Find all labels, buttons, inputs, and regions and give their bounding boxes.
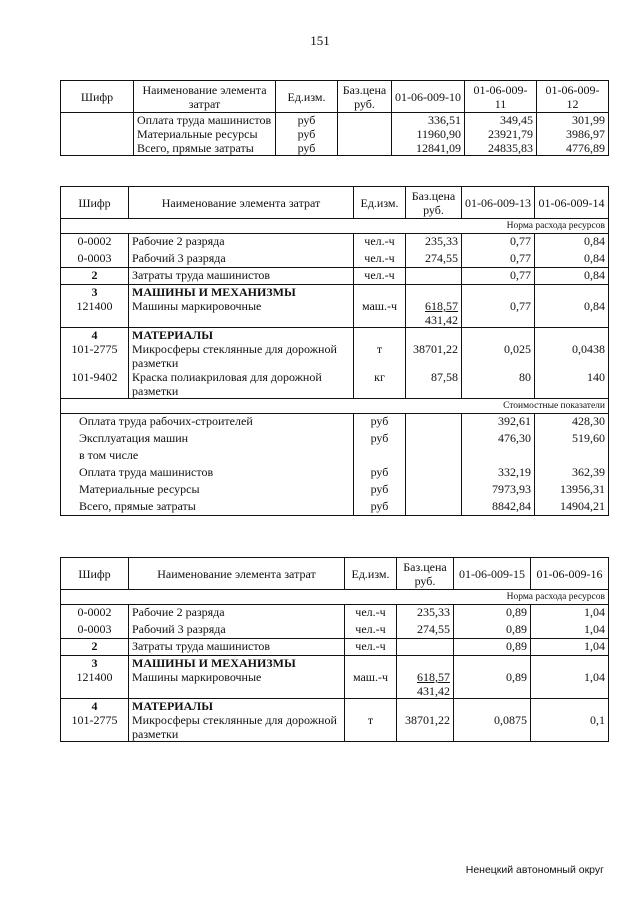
section-norm-row <box>61 219 609 234</box>
table-cell: кг <box>354 370 406 399</box>
table-cell: 87,58 <box>406 370 462 399</box>
table-cell: 4776,89 <box>537 141 609 156</box>
table-cell: 101-9402 <box>61 370 129 399</box>
table-cell <box>462 285 535 300</box>
section-heading-row <box>61 699 609 714</box>
table-cell: 0,89 <box>454 639 531 656</box>
table-cell: 1,04 <box>531 622 609 639</box>
table-cell <box>61 127 134 141</box>
table-cell: 0-0003 <box>61 622 129 639</box>
table-row <box>61 639 609 656</box>
table-cell: Материальные ресурсы <box>134 127 276 141</box>
table-cell: 0,89 <box>454 670 531 699</box>
table-cell <box>531 699 609 714</box>
table-cell: 140 <box>535 370 609 399</box>
table-row <box>61 482 609 499</box>
table-cell: 13956,31 <box>535 482 609 499</box>
table-cell: 24835,83 <box>465 141 537 156</box>
section-heading-row <box>61 656 609 671</box>
table-cell <box>406 414 462 431</box>
col-header-code-12: 01-06-009-12 <box>537 81 609 113</box>
table-cell: т <box>345 713 397 742</box>
base-price-value: 618,57 <box>425 299 458 313</box>
table-cell: 121400 <box>61 670 129 699</box>
table-cell: т <box>354 342 406 370</box>
table-row <box>61 234 609 251</box>
table-cell: руб <box>354 431 406 448</box>
table-cell: 0,77 <box>462 299 535 328</box>
table-row <box>61 127 609 141</box>
table-cell: маш.-ч <box>354 299 406 328</box>
table-row <box>61 342 609 370</box>
col-header-base-price: Баз.цена руб. <box>397 558 454 590</box>
table-cell: Эксплуатация машин <box>61 431 354 448</box>
table-cell: 301,99 <box>537 113 609 128</box>
table-cell: Материальные ресурсы <box>61 482 354 499</box>
col-header-code: Шифр <box>61 81 134 113</box>
table-cell: 0,1 <box>531 713 609 742</box>
table-cell: Рабочий 3 разряда <box>129 622 345 639</box>
table-cell <box>535 448 609 465</box>
table-cell: чел.-ч <box>345 639 397 656</box>
table-cell: 519,60 <box>535 431 609 448</box>
base-price-value: 431,42 <box>425 313 458 327</box>
table-row <box>61 251 609 268</box>
table-cell: 0,84 <box>535 299 609 328</box>
table-cell: Затраты труда машинистов <box>129 639 345 656</box>
table-cell <box>406 285 462 300</box>
section-heading-row <box>61 285 609 300</box>
table-cell: руб <box>354 465 406 482</box>
table-row <box>61 605 609 622</box>
section-norm-label: Норма расхода ресурсов <box>454 590 609 605</box>
table-cell: 0,89 <box>454 605 531 622</box>
table-cell <box>406 328 462 343</box>
col-header-code-16: 01-06-009-16 <box>531 558 609 590</box>
table-cell: чел.-ч <box>354 251 406 268</box>
table-cell: 0,84 <box>535 268 609 285</box>
table-cell: Рабочий 3 разряда <box>129 251 354 268</box>
page-number: 151 <box>310 33 330 48</box>
col-header-code-10: 01-06-009-10 <box>392 81 465 113</box>
table-row <box>61 268 609 285</box>
table-row <box>61 141 609 156</box>
section-heading-row <box>61 328 609 343</box>
table-header-row <box>61 81 609 113</box>
table-cell: 121400 <box>61 299 129 328</box>
table-cell: Краска полиакриловая для дорожной разметки <box>129 370 354 399</box>
table-cell: 101-2775 <box>61 713 129 742</box>
table-row <box>61 113 609 128</box>
table-cell: Рабочие 2 разряда <box>129 234 354 251</box>
table-cell: чел.-ч <box>345 605 397 622</box>
table-cell <box>531 656 609 671</box>
table-cell: 0-0002 <box>61 605 129 622</box>
table-cell: 235,33 <box>406 234 462 251</box>
table-cell: 3986,97 <box>537 127 609 141</box>
table-cell <box>397 670 454 699</box>
base-price-value: 431,42 <box>417 684 450 698</box>
table-cell: 0,77 <box>462 268 535 285</box>
col-header-base-price: Баз.цена руб. <box>338 81 392 113</box>
table-cell: 1,04 <box>531 605 609 622</box>
table-cell <box>338 127 392 141</box>
table-cell: 0,77 <box>462 251 535 268</box>
table-cell: в том числе <box>61 448 354 465</box>
table-row <box>61 465 609 482</box>
table-cell: руб <box>276 127 338 141</box>
table-cell: Всего, прямые затраты <box>134 141 276 156</box>
table-cell: 4 <box>61 328 129 343</box>
table-cell <box>338 141 392 156</box>
table-cell: маш.-ч <box>345 670 397 699</box>
table-row <box>61 622 609 639</box>
table-cell <box>354 328 406 343</box>
col-header-code-15: 01-06-009-15 <box>454 558 531 590</box>
table-cell: 1,04 <box>531 670 609 699</box>
table-cell: МАШИНЫ И МЕХАНИЗМЫ <box>129 285 354 300</box>
table-cell: 476,30 <box>462 431 535 448</box>
table-row <box>61 713 609 742</box>
table-cell <box>345 699 397 714</box>
table-cell: 332,19 <box>462 465 535 482</box>
table-cell: Машины маркировочные <box>129 299 354 328</box>
table-cell <box>338 113 392 128</box>
table-cell <box>406 499 462 516</box>
table-cell: 0,0438 <box>535 342 609 370</box>
table-row <box>61 670 609 699</box>
table-cell <box>61 590 454 605</box>
table-cell: 1,04 <box>531 639 609 656</box>
table-cell: 362,39 <box>535 465 609 482</box>
table-cell: 38701,22 <box>397 713 454 742</box>
table-cell <box>406 448 462 465</box>
footer-region: Ненецкий автономный округ <box>465 864 604 876</box>
col-header-name: Наименование элемента затрат <box>134 81 276 113</box>
section-cost-label: Стоимостные показатели <box>462 399 609 414</box>
table-cell <box>454 656 531 671</box>
col-header-base-price: Баз.цена руб. <box>406 187 462 219</box>
table-cell: руб <box>276 141 338 156</box>
table-cell: 0,84 <box>535 251 609 268</box>
cost-table-1 <box>60 80 609 156</box>
table-cell <box>61 141 134 156</box>
table-cell: руб <box>354 414 406 431</box>
table-cell <box>61 219 462 234</box>
col-header-name: Наименование элемента затрат <box>129 558 345 590</box>
col-header-code-13: 01-06-009-13 <box>462 187 535 219</box>
table-cell: МАШИНЫ И МЕХАНИЗМЫ <box>129 656 345 671</box>
table-cell <box>406 268 462 285</box>
table-cell: 0,0875 <box>454 713 531 742</box>
table-cell: Оплата труда машинистов <box>61 465 354 482</box>
table-cell: Всего, прямые затраты <box>61 499 354 516</box>
table-cell <box>406 299 462 328</box>
table-cell <box>406 465 462 482</box>
table-row <box>61 448 609 465</box>
table-cell: чел.-ч <box>354 234 406 251</box>
table-cell: 8842,84 <box>462 499 535 516</box>
table-cell: 80 <box>462 370 535 399</box>
table-cell: 3 <box>61 285 129 300</box>
table-cell: руб <box>354 482 406 499</box>
table-cell <box>406 431 462 448</box>
table-row <box>61 431 609 448</box>
table-cell: Рабочие 2 разряда <box>129 605 345 622</box>
table-cell: Машины маркировочные <box>129 670 345 699</box>
cost-table-2 <box>60 186 609 516</box>
table-cell <box>535 328 609 343</box>
table-cell: 14904,21 <box>535 499 609 516</box>
col-header-name: Наименование элемента затрат <box>129 187 354 219</box>
table-cell <box>397 699 454 714</box>
table-cell: 274,55 <box>406 251 462 268</box>
table-cell <box>535 285 609 300</box>
table-header-row <box>61 187 609 219</box>
table-cell <box>454 699 531 714</box>
table-cell: 0,84 <box>535 234 609 251</box>
table-cell: 2 <box>61 639 129 656</box>
table-cell: 0-0003 <box>61 251 129 268</box>
table-cell: чел.-ч <box>354 268 406 285</box>
table-cell: 274,55 <box>397 622 454 639</box>
table-cell: 235,33 <box>397 605 454 622</box>
table-cell: Оплата труда рабочих-строителей <box>61 414 354 431</box>
col-header-unit: Ед.изм. <box>354 187 406 219</box>
section-norm-row <box>61 590 609 605</box>
table-cell <box>462 328 535 343</box>
table-cell <box>354 448 406 465</box>
table-cell <box>345 656 397 671</box>
table-cell: 0,89 <box>454 622 531 639</box>
table-cell <box>354 285 406 300</box>
table-cell <box>61 399 462 414</box>
table-cell <box>397 639 454 656</box>
table-cell <box>397 656 454 671</box>
table-cell: 23921,79 <box>465 127 537 141</box>
section-norm-label: Норма расхода ресурсов <box>462 219 609 234</box>
col-header-unit: Ед.изм. <box>345 558 397 590</box>
table-cell: 7973,93 <box>462 482 535 499</box>
cost-table-3 <box>60 557 609 742</box>
table-cell: чел.-ч <box>345 622 397 639</box>
col-header-code-14: 01-06-009-14 <box>535 187 609 219</box>
table-cell <box>406 482 462 499</box>
table-cell: Микросферы стеклянные для дорожной разметки <box>129 713 345 742</box>
table-cell: 392,61 <box>462 414 535 431</box>
col-header-code: Шифр <box>61 187 129 219</box>
table-cell: 38701,22 <box>406 342 462 370</box>
table-cell: руб <box>276 113 338 128</box>
table-cell: Оплата труда машинистов <box>134 113 276 128</box>
table-cell: 3 <box>61 656 129 671</box>
table-cell: руб <box>354 499 406 516</box>
table-cell <box>462 448 535 465</box>
table-cell: 2 <box>61 268 129 285</box>
table-cell: МАТЕРИАЛЫ <box>129 328 354 343</box>
base-price-value: 618,57 <box>417 670 450 684</box>
table-cell: 349,45 <box>465 113 537 128</box>
col-header-code-11: 01-06-009-11 <box>465 81 537 113</box>
table-cell: 12841,09 <box>392 141 465 156</box>
table-cell: 0,025 <box>462 342 535 370</box>
table-row <box>61 499 609 516</box>
table-cell <box>61 113 134 128</box>
section-cost-row <box>61 399 609 414</box>
table-row <box>61 414 609 431</box>
table-row <box>61 299 609 328</box>
col-header-code: Шифр <box>61 558 129 590</box>
table-cell: Микросферы стеклянные для дорожной разметки <box>129 342 354 370</box>
table-cell: 11960,90 <box>392 127 465 141</box>
table-cell: 101-2775 <box>61 342 129 370</box>
table-cell: МАТЕРИАЛЫ <box>129 699 345 714</box>
table-header-row <box>61 558 609 590</box>
table-cell: Затраты труда машинистов <box>129 268 354 285</box>
col-header-unit: Ед.изм. <box>276 81 338 113</box>
table-cell: 0-0002 <box>61 234 129 251</box>
table-cell: 0,77 <box>462 234 535 251</box>
table-row <box>61 370 609 399</box>
table-cell: 428,30 <box>535 414 609 431</box>
table-cell: 4 <box>61 699 129 714</box>
table-cell: 336,51 <box>392 113 465 128</box>
